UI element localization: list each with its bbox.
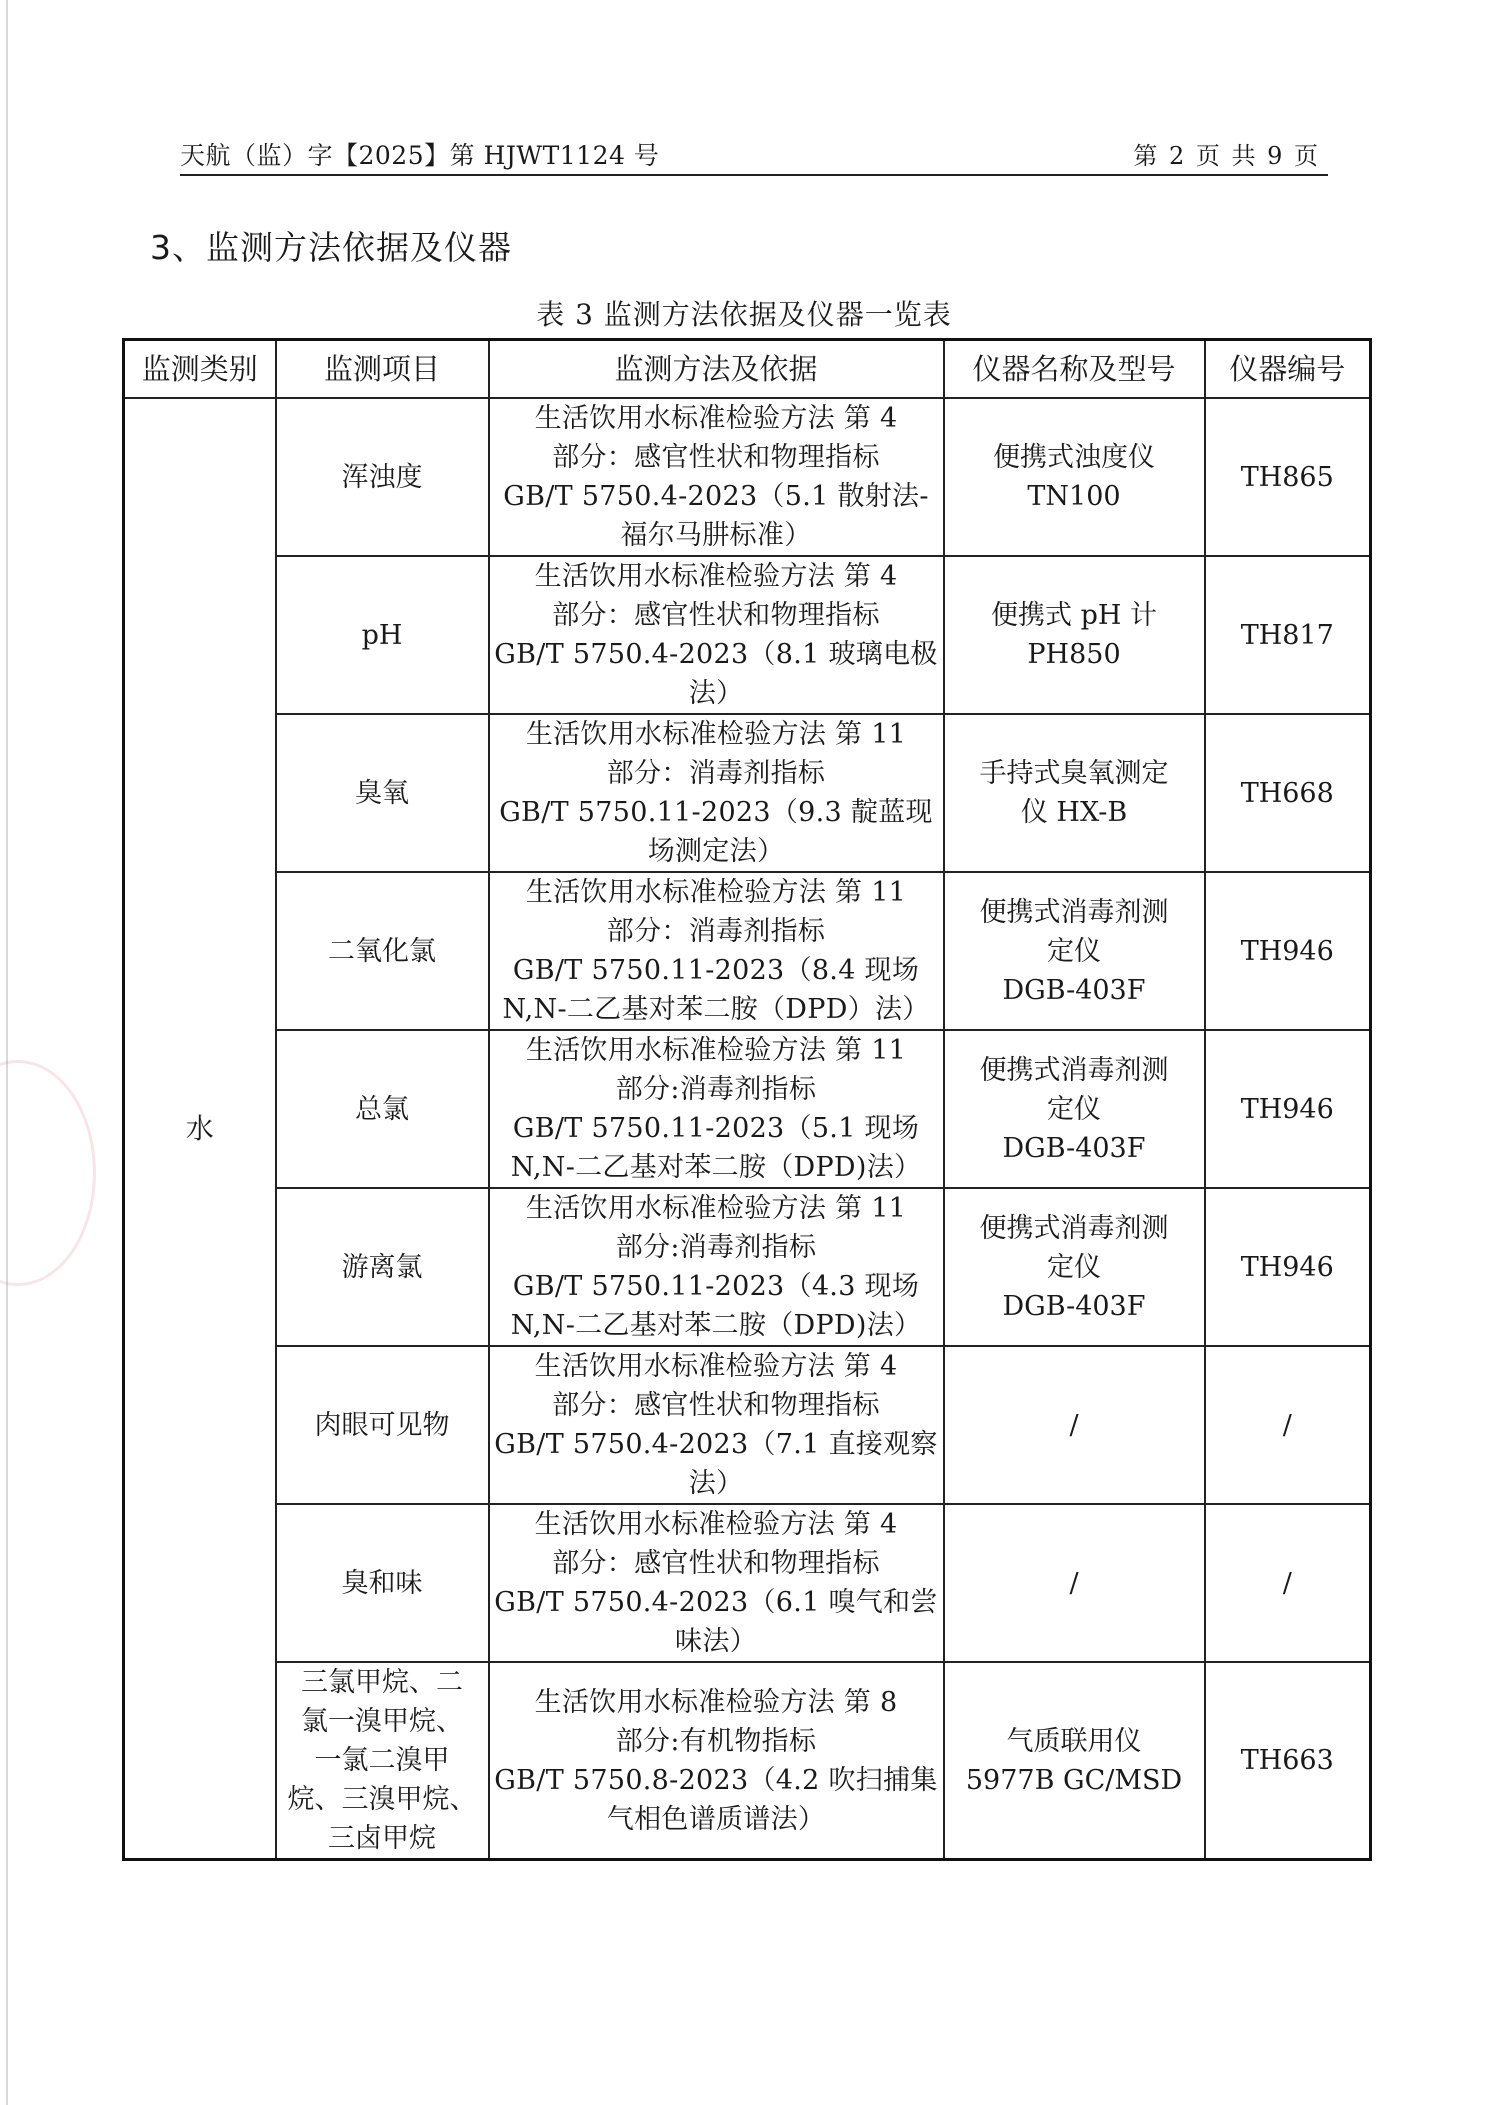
method-cell (489, 1030, 944, 1188)
instrument-cell (944, 1662, 1205, 1860)
instrument-cell (944, 1188, 1205, 1346)
item-value: 臭氧 (355, 777, 409, 809)
number-cell (1205, 1346, 1371, 1504)
table-row (124, 1662, 1371, 1860)
instrument-value: 手持式臭氧测定 仪 HX-B (979, 758, 1169, 828)
instrument-cell (944, 872, 1205, 1030)
number-cell (1205, 398, 1371, 556)
method-cell (489, 1662, 944, 1860)
table-row (124, 398, 1371, 556)
item-cell (276, 1346, 489, 1504)
method-cell (489, 1188, 944, 1346)
method-cell (489, 398, 944, 556)
item-value: 臭和味 (341, 1567, 423, 1599)
method-cell (489, 872, 944, 1030)
item-cell (276, 1662, 489, 1860)
item-value: pH (361, 619, 403, 651)
instrument-value: 便携式消毒剂测 定仪 DGB-403F (979, 896, 1169, 1006)
item-cell (276, 556, 489, 714)
method-cell (489, 556, 944, 714)
method-instrument-table (122, 338, 1372, 1861)
instrument-cell (944, 398, 1205, 556)
method-value: 生活饮用水标准检验方法 第 4 部分：感官性状和物理指标 GB/T 5750.4-2023（7.1 直接观察 法） (494, 1351, 938, 1499)
method-value: 生活饮用水标准检验方法 第 8 部分:有机物指标 GB/T 5750.8-2023（4.2 吹扫捕集 气相色谱质谱法） (494, 1686, 938, 1835)
instrument-cell (944, 1504, 1205, 1662)
column-header-instrument: 仪器名称及型号 (944, 340, 1205, 399)
instrument-number-value: TH946 (1240, 1251, 1334, 1283)
item-cell (276, 398, 489, 556)
table-caption: 表 3 监测方法依据及仪器一览表 (536, 298, 952, 331)
page-info: 第 2 页 共 9 页 (1133, 142, 1318, 170)
method-value: 生活饮用水标准检验方法 第 11 部分：消毒剂指标 GB/T 5750.11-2023（9.3 靛蓝现 场测定法） (499, 719, 933, 867)
item-cell (276, 872, 489, 1030)
method-cell (489, 1504, 944, 1662)
instrument-number-value: TH946 (1240, 935, 1334, 967)
method-cell (489, 714, 944, 872)
report-number: 天航（监）字【2025】第 HJWT1124 号 (180, 141, 660, 170)
instrument-number-value: TH946 (1240, 1093, 1334, 1125)
item-value: 肉眼可见物 (314, 1409, 450, 1441)
item-cell (276, 1504, 489, 1662)
column-header-item: 监测项目 (276, 340, 489, 399)
instrument-value: / (1069, 1567, 1079, 1599)
table-row (124, 1346, 1371, 1504)
table-row (124, 556, 1371, 714)
page-header (180, 134, 1328, 176)
table-row (124, 1030, 1371, 1188)
table-header-row (124, 340, 1371, 399)
item-value: 游离氯 (341, 1251, 423, 1283)
number-cell (1205, 714, 1371, 872)
column-header-method: 监测方法及依据 (489, 340, 944, 399)
instrument-value: 便携式 pH 计 PH850 (991, 600, 1157, 670)
number-cell (1205, 1030, 1371, 1188)
table-row (124, 1504, 1371, 1662)
instrument-number-value: TH817 (1240, 619, 1334, 651)
number-cell (1205, 1188, 1371, 1346)
item-value: 二氧化氯 (328, 935, 436, 967)
instrument-cell (944, 556, 1205, 714)
column-header-instrument-number: 仪器编号 (1205, 340, 1371, 399)
instrument-number-value: / (1282, 1567, 1292, 1599)
table-row (124, 872, 1371, 1030)
item-value: 浑浊度 (341, 461, 423, 493)
category-value: 水 (185, 1112, 214, 1145)
instrument-number-value: / (1282, 1409, 1292, 1441)
instrument-number-value: TH865 (1240, 461, 1334, 493)
instrument-value: 便携式浊度仪 TN100 (993, 442, 1155, 512)
method-value: 生活饮用水标准检验方法 第 11 部分:消毒剂指标 GB/T 5750.11-2023（4.3 现场 N,N-二乙基对苯二胺（DPD)法） (510, 1193, 922, 1341)
instrument-cell (944, 714, 1205, 872)
instrument-value: 便携式消毒剂测 定仪 DGB-403F (979, 1054, 1169, 1164)
instrument-value: 便携式消毒剂测 定仪 DGB-403F (979, 1212, 1169, 1322)
item-value: 三氯甲烷、二 氯一溴甲烷、 一氯二溴甲 烷、三溴甲烷、 三卤甲烷 (287, 1667, 477, 1854)
number-cell (1205, 1504, 1371, 1662)
method-cell (489, 1346, 944, 1504)
column-header-category: 监测类别 (124, 340, 276, 399)
number-cell (1205, 872, 1371, 1030)
instrument-number-value: TH668 (1240, 777, 1334, 809)
method-value: 生活饮用水标准检验方法 第 4 部分：感官性状和物理指标 GB/T 5750.4-2023（6.1 嗅气和尝 味法） (494, 1509, 938, 1657)
table-row (124, 1188, 1371, 1346)
item-cell (276, 1188, 489, 1346)
instrument-value: 气质联用仪 5977B GC/MSD (965, 1725, 1183, 1796)
method-value: 生活饮用水标准检验方法 第 11 部分：消毒剂指标 GB/T 5750.11-2023（8.4 现场 N,N-二乙基对苯二胺（DPD）法） (502, 877, 930, 1025)
seal-stamp-mark (0, 1060, 96, 1286)
instrument-cell (944, 1346, 1205, 1504)
instrument-cell (944, 1030, 1205, 1188)
number-cell (1205, 1662, 1371, 1860)
method-value: 生活饮用水标准检验方法 第 4 部分：感官性状和物理指标 GB/T 5750.4-2023（8.1 玻璃电极 法） (494, 561, 938, 709)
item-cell (276, 1030, 489, 1188)
method-value: 生活饮用水标准检验方法 第 4 部分：感官性状和物理指标 GB/T 5750.4-2023（5.1 散射法- 福尔马肼标准） (503, 403, 929, 551)
section-heading: 3、监测方法依据及仪器 (150, 228, 512, 267)
instrument-number-value: TH663 (1240, 1745, 1334, 1776)
category-cell (124, 398, 276, 1860)
item-cell (276, 714, 489, 872)
item-value: 总氯 (355, 1093, 409, 1125)
table-row (124, 714, 1371, 872)
method-value: 生活饮用水标准检验方法 第 11 部分:消毒剂指标 GB/T 5750.11-2023（5.1 现场 N,N-二乙基对苯二胺（DPD)法） (510, 1035, 922, 1183)
number-cell (1205, 556, 1371, 714)
instrument-value: / (1069, 1409, 1079, 1441)
